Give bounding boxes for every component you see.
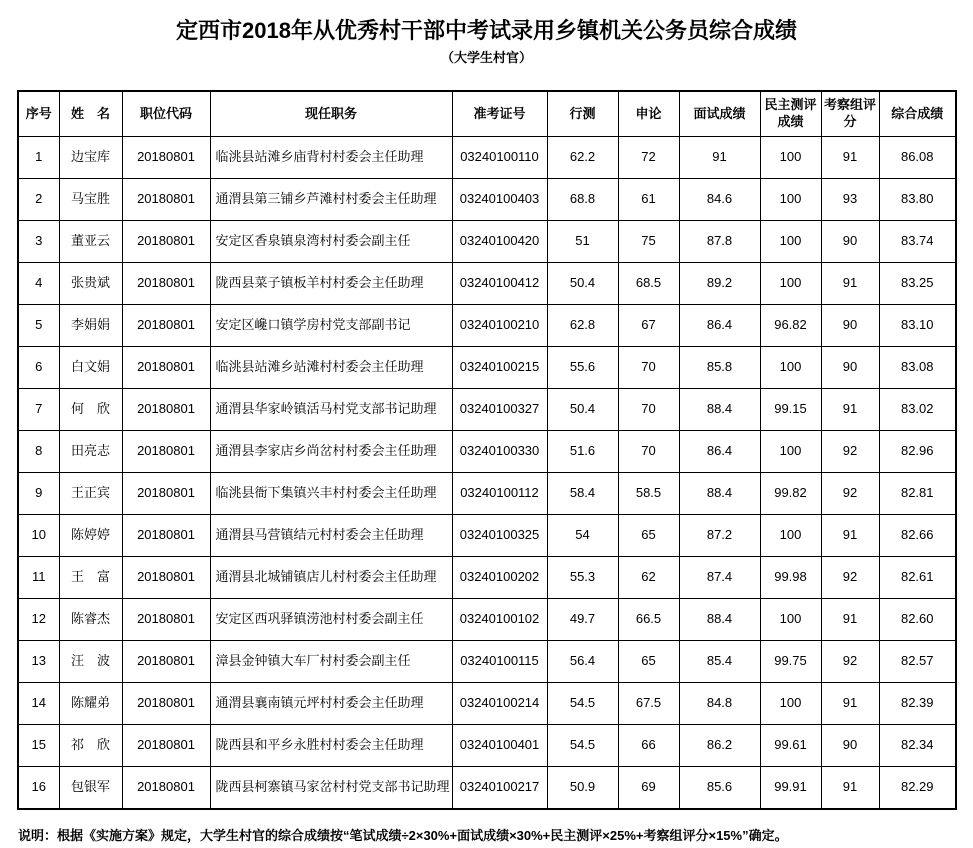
- cell-interview-score: 87.8: [679, 220, 760, 262]
- table-row: [18, 430, 956, 472]
- cell-position-code: 20180801: [122, 220, 210, 262]
- cell-ticket-no: 03240100420: [452, 220, 547, 262]
- cell-position-code: 20180801: [122, 640, 210, 682]
- cell-democratic-eval-score: 100: [760, 178, 821, 220]
- cell-inspection-group-score: 91: [821, 682, 879, 724]
- cell-inspection-group-score: 92: [821, 556, 879, 598]
- cell-ticket-no: 03240100327: [452, 388, 547, 430]
- cell-name: 包银军: [59, 766, 122, 809]
- cell-democratic-eval-score: 99.98: [760, 556, 821, 598]
- header-cell-inspection-group-score: 考察组评分: [821, 91, 879, 137]
- cell-interview-score: 84.8: [679, 682, 760, 724]
- table-row: [18, 514, 956, 556]
- cell-xingce-score: 50.4: [547, 262, 618, 304]
- cell-xingce-score: 54.5: [547, 682, 618, 724]
- cell-overall-score: 82.61: [879, 556, 956, 598]
- table-row: [18, 640, 956, 682]
- cell-name: 白文娟: [59, 346, 122, 388]
- cell-shenlun-score: 70: [618, 346, 679, 388]
- cell-overall-score: 83.02: [879, 388, 956, 430]
- cell-interview-score: 86.4: [679, 304, 760, 346]
- cell-name: 田亮志: [59, 430, 122, 472]
- header-cell-democratic-eval-score: 民主测评成绩: [760, 91, 821, 137]
- header-cell-xingce-score: 行测: [547, 91, 618, 137]
- cell-inspection-group-score: 92: [821, 640, 879, 682]
- header-cell-ticket-no: 准考证号: [452, 91, 547, 137]
- cell-overall-score: 82.29: [879, 766, 956, 809]
- cell-row-no: 13: [18, 640, 59, 682]
- cell-overall-score: 83.74: [879, 220, 956, 262]
- cell-overall-score: 83.25: [879, 262, 956, 304]
- cell-name: 陈睿杰: [59, 598, 122, 640]
- cell-current-post: 安定区西巩驿镇涝池村村委会副主任: [210, 598, 452, 640]
- cell-overall-score: 82.57: [879, 640, 956, 682]
- cell-democratic-eval-score: 99.15: [760, 388, 821, 430]
- cell-interview-score: 88.4: [679, 472, 760, 514]
- cell-democratic-eval-score: 100: [760, 262, 821, 304]
- cell-inspection-group-score: 91: [821, 514, 879, 556]
- cell-ticket-no: 03240100112: [452, 472, 547, 514]
- cell-shenlun-score: 58.5: [618, 472, 679, 514]
- cell-current-post: 安定区巉口镇学房村党支部副书记: [210, 304, 452, 346]
- cell-name: 何 欣: [59, 388, 122, 430]
- cell-row-no: 10: [18, 514, 59, 556]
- cell-xingce-score: 50.4: [547, 388, 618, 430]
- cell-xingce-score: 55.3: [547, 556, 618, 598]
- cell-overall-score: 82.81: [879, 472, 956, 514]
- cell-ticket-no: 03240100215: [452, 346, 547, 388]
- cell-position-code: 20180801: [122, 724, 210, 766]
- cell-overall-score: 82.66: [879, 514, 956, 556]
- header-cell-shenlun-score: 申论: [618, 91, 679, 137]
- cell-shenlun-score: 68.5: [618, 262, 679, 304]
- cell-current-post: 通渭县襄南镇元坪村村委会主任助理: [210, 682, 452, 724]
- cell-ticket-no: 03240100325: [452, 514, 547, 556]
- cell-overall-score: 82.34: [879, 724, 956, 766]
- cell-xingce-score: 54.5: [547, 724, 618, 766]
- cell-row-no: 6: [18, 346, 59, 388]
- cell-democratic-eval-score: 100: [760, 598, 821, 640]
- cell-position-code: 20180801: [122, 346, 210, 388]
- table-row: [18, 178, 956, 220]
- cell-democratic-eval-score: 96.82: [760, 304, 821, 346]
- cell-position-code: 20180801: [122, 262, 210, 304]
- cell-inspection-group-score: 91: [821, 136, 879, 178]
- cell-name: 陈婷婷: [59, 514, 122, 556]
- cell-current-post: 通渭县华家岭镇活马村党支部书记助理: [210, 388, 452, 430]
- table-row: [18, 766, 956, 809]
- cell-xingce-score: 55.6: [547, 346, 618, 388]
- table-row: [18, 682, 956, 724]
- cell-overall-score: 86.08: [879, 136, 956, 178]
- table-row: [18, 220, 956, 262]
- cell-shenlun-score: 65: [618, 514, 679, 556]
- table-body: [18, 136, 956, 809]
- cell-name: 边宝库: [59, 136, 122, 178]
- cell-inspection-group-score: 92: [821, 430, 879, 472]
- cell-inspection-group-score: 91: [821, 388, 879, 430]
- cell-interview-score: 88.4: [679, 598, 760, 640]
- cell-overall-score: 83.80: [879, 178, 956, 220]
- header-cell-name: 姓 名: [59, 91, 122, 137]
- cell-xingce-score: 51.6: [547, 430, 618, 472]
- cell-xingce-score: 51: [547, 220, 618, 262]
- cell-name: 汪 波: [59, 640, 122, 682]
- header-cell-current-post: 现任职务: [210, 91, 452, 137]
- cell-row-no: 5: [18, 304, 59, 346]
- cell-interview-score: 85.8: [679, 346, 760, 388]
- table-row: [18, 598, 956, 640]
- cell-ticket-no: 03240100401: [452, 724, 547, 766]
- cell-interview-score: 87.4: [679, 556, 760, 598]
- cell-name: 董亚云: [59, 220, 122, 262]
- cell-name: 王正宾: [59, 472, 122, 514]
- cell-interview-score: 88.4: [679, 388, 760, 430]
- cell-shenlun-score: 65: [618, 640, 679, 682]
- cell-ticket-no: 03240100217: [452, 766, 547, 809]
- cell-current-post: 通渭县第三铺乡芦滩村村委会主任助理: [210, 178, 452, 220]
- cell-inspection-group-score: 90: [821, 346, 879, 388]
- cell-ticket-no: 03240100102: [452, 598, 547, 640]
- cell-inspection-group-score: 90: [821, 304, 879, 346]
- table-row: [18, 346, 956, 388]
- cell-name: 张贵斌: [59, 262, 122, 304]
- cell-current-post: 临洮县站滩乡庙背村村委会主任助理: [210, 136, 452, 178]
- header-cell-row-no: 序号: [18, 91, 59, 137]
- cell-overall-score: 83.08: [879, 346, 956, 388]
- cell-shenlun-score: 66.5: [618, 598, 679, 640]
- cell-position-code: 20180801: [122, 136, 210, 178]
- cell-interview-score: 84.6: [679, 178, 760, 220]
- cell-position-code: 20180801: [122, 472, 210, 514]
- cell-shenlun-score: 61: [618, 178, 679, 220]
- cell-democratic-eval-score: 100: [760, 514, 821, 556]
- table-row: [18, 556, 956, 598]
- header-row: [18, 91, 956, 137]
- table-row: [18, 724, 956, 766]
- page-subtitle: （大学生村官）: [440, 50, 532, 66]
- cell-overall-score: 82.60: [879, 598, 956, 640]
- cell-xingce-score: 62.8: [547, 304, 618, 346]
- cell-democratic-eval-score: 100: [760, 220, 821, 262]
- cell-interview-score: 91: [679, 136, 760, 178]
- cell-democratic-eval-score: 99.75: [760, 640, 821, 682]
- header-cell-interview-score: 面试成绩: [679, 91, 760, 137]
- cell-interview-score: 85.6: [679, 766, 760, 809]
- cell-position-code: 20180801: [122, 598, 210, 640]
- cell-interview-score: 87.2: [679, 514, 760, 556]
- cell-position-code: 20180801: [122, 556, 210, 598]
- cell-shenlun-score: 67.5: [618, 682, 679, 724]
- table-row: [18, 304, 956, 346]
- score-table: [17, 90, 957, 810]
- cell-democratic-eval-score: 100: [760, 136, 821, 178]
- cell-row-no: 8: [18, 430, 59, 472]
- cell-row-no: 4: [18, 262, 59, 304]
- cell-inspection-group-score: 91: [821, 262, 879, 304]
- cell-xingce-score: 49.7: [547, 598, 618, 640]
- cell-ticket-no: 03240100412: [452, 262, 547, 304]
- cell-democratic-eval-score: 99.91: [760, 766, 821, 809]
- cell-inspection-group-score: 91: [821, 766, 879, 809]
- cell-democratic-eval-score: 100: [760, 430, 821, 472]
- cell-position-code: 20180801: [122, 766, 210, 809]
- cell-ticket-no: 03240100330: [452, 430, 547, 472]
- cell-shenlun-score: 70: [618, 430, 679, 472]
- cell-position-code: 20180801: [122, 304, 210, 346]
- cell-position-code: 20180801: [122, 178, 210, 220]
- table-row: [18, 262, 956, 304]
- cell-current-post: 临洮县衙下集镇兴丰村村委会主任助理: [210, 472, 452, 514]
- cell-overall-score: 82.96: [879, 430, 956, 472]
- cell-name: 李娟娟: [59, 304, 122, 346]
- footer-note: 说明：根据《实施方案》规定，大学生村官的综合成绩按“笔试成绩÷2×30%+面试成绩×30%+民主测评×25%+考察组评分×15%”确定。: [18, 827, 788, 843]
- cell-row-no: 7: [18, 388, 59, 430]
- cell-name: 马宝胜: [59, 178, 122, 220]
- cell-shenlun-score: 72: [618, 136, 679, 178]
- cell-democratic-eval-score: 99.82: [760, 472, 821, 514]
- cell-position-code: 20180801: [122, 388, 210, 430]
- cell-ticket-no: 03240100110: [452, 136, 547, 178]
- cell-xingce-score: 58.4: [547, 472, 618, 514]
- cell-ticket-no: 03240100202: [452, 556, 547, 598]
- cell-democratic-eval-score: 100: [760, 346, 821, 388]
- cell-xingce-score: 54: [547, 514, 618, 556]
- cell-current-post: 临洮县站滩乡站滩村村委会主任助理: [210, 346, 452, 388]
- cell-row-no: 1: [18, 136, 59, 178]
- cell-row-no: 16: [18, 766, 59, 809]
- cell-shenlun-score: 69: [618, 766, 679, 809]
- cell-democratic-eval-score: 100: [760, 682, 821, 724]
- cell-name: 王 富: [59, 556, 122, 598]
- cell-inspection-group-score: 93: [821, 178, 879, 220]
- cell-democratic-eval-score: 99.61: [760, 724, 821, 766]
- cell-row-no: 12: [18, 598, 59, 640]
- cell-row-no: 9: [18, 472, 59, 514]
- cell-position-code: 20180801: [122, 682, 210, 724]
- table-row: [18, 388, 956, 430]
- cell-shenlun-score: 66: [618, 724, 679, 766]
- cell-interview-score: 85.4: [679, 640, 760, 682]
- cell-inspection-group-score: 90: [821, 724, 879, 766]
- cell-row-no: 15: [18, 724, 59, 766]
- cell-interview-score: 89.2: [679, 262, 760, 304]
- cell-xingce-score: 50.9: [547, 766, 618, 809]
- cell-ticket-no: 03240100115: [452, 640, 547, 682]
- header-cell-position-code: 职位代码: [122, 91, 210, 137]
- cell-overall-score: 83.10: [879, 304, 956, 346]
- cell-shenlun-score: 70: [618, 388, 679, 430]
- header-cell-overall-score: 综合成绩: [879, 91, 956, 137]
- cell-xingce-score: 68.8: [547, 178, 618, 220]
- cell-current-post: 通渭县李家店乡尚岔村村委会主任助理: [210, 430, 452, 472]
- cell-current-post: 安定区香泉镇泉湾村村委会副主任: [210, 220, 452, 262]
- table-row: [18, 136, 956, 178]
- cell-position-code: 20180801: [122, 430, 210, 472]
- cell-current-post: 通渭县北城铺镇店儿村村委会主任助理: [210, 556, 452, 598]
- cell-ticket-no: 03240100403: [452, 178, 547, 220]
- cell-inspection-group-score: 90: [821, 220, 879, 262]
- cell-interview-score: 86.4: [679, 430, 760, 472]
- cell-shenlun-score: 67: [618, 304, 679, 346]
- cell-position-code: 20180801: [122, 514, 210, 556]
- cell-shenlun-score: 75: [618, 220, 679, 262]
- cell-current-post: 通渭县马营镇结元村村委会主任助理: [210, 514, 452, 556]
- cell-name: 陈耀弟: [59, 682, 122, 724]
- cell-ticket-no: 03240100214: [452, 682, 547, 724]
- page-title: 定西市2018年从优秀村干部中考试录用乡镇机关公务员综合成绩: [176, 18, 797, 43]
- cell-current-post: 陇西县柯寨镇马家岔村村党支部书记助理: [210, 766, 452, 809]
- cell-name: 祁 欣: [59, 724, 122, 766]
- cell-row-no: 11: [18, 556, 59, 598]
- cell-xingce-score: 62.2: [547, 136, 618, 178]
- cell-row-no: 3: [18, 220, 59, 262]
- cell-shenlun-score: 62: [618, 556, 679, 598]
- cell-current-post: 漳县金钟镇大车厂村村委会副主任: [210, 640, 452, 682]
- table-row: [18, 472, 956, 514]
- cell-interview-score: 86.2: [679, 724, 760, 766]
- cell-inspection-group-score: 91: [821, 598, 879, 640]
- cell-xingce-score: 56.4: [547, 640, 618, 682]
- cell-row-no: 2: [18, 178, 59, 220]
- cell-overall-score: 82.39: [879, 682, 956, 724]
- cell-current-post: 陇西县菜子镇板羊村村委会主任助理: [210, 262, 452, 304]
- cell-inspection-group-score: 92: [821, 472, 879, 514]
- cell-current-post: 陇西县和平乡永胜村村委会主任助理: [210, 724, 452, 766]
- cell-ticket-no: 03240100210: [452, 304, 547, 346]
- cell-row-no: 14: [18, 682, 59, 724]
